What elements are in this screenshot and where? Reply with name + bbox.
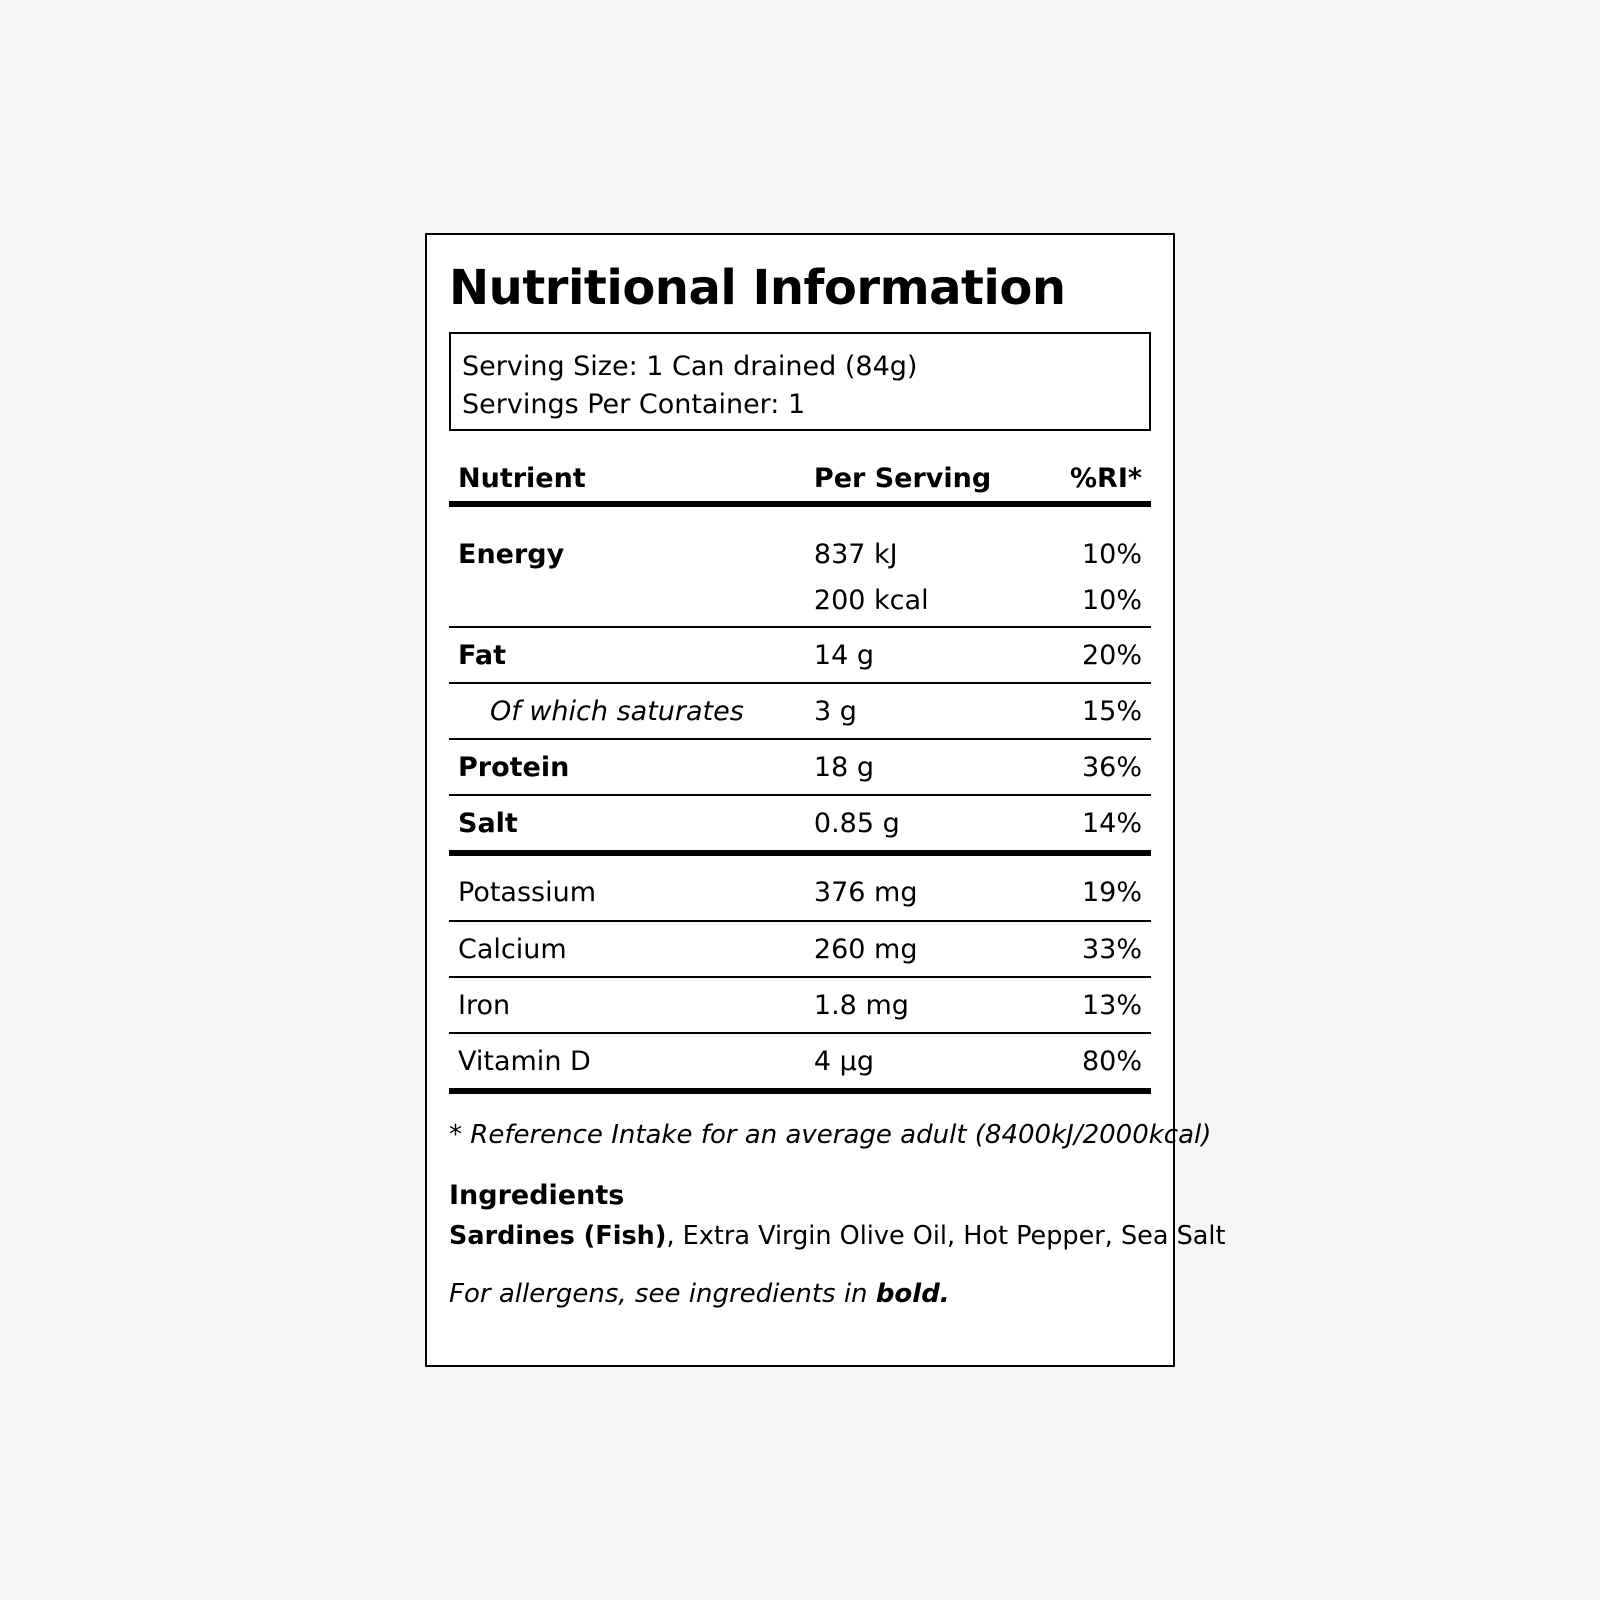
nutrient-ri: 19% [1082,876,1143,908]
table-header [449,455,1151,501]
nutrient-name: Potassium [458,876,597,908]
nutrient-value: 4 µg [813,1045,874,1077]
nutrient-name: Vitamin D [458,1045,591,1077]
table-row [449,507,1151,582]
nutrient-name: Of which saturates [490,695,744,727]
nutrient-value: 3 g [814,695,857,727]
nutrient-value: 837 kJ [813,539,898,570]
nutrient-ri: 14% [1082,807,1143,839]
header-per-serving: Per Serving [813,462,992,494]
nutrition-table [449,455,1151,1094]
table-row [449,582,1151,626]
table-bottom-divider [449,1088,1151,1094]
nutrient-value: 200 kcal [813,584,929,616]
nutrient-ri: 10% [1082,584,1143,616]
nutrient-ri: 13% [1082,989,1143,1021]
nutrient-name: Iron [458,989,511,1021]
nutrient-ri: 80% [1082,1045,1143,1077]
ri-footnote: * Reference Intake for an average adult (8400kJ/2000kcal) [449,1120,1212,1150]
nutrient-value: 14 g [813,639,874,671]
nutrient-name: Calcium [458,933,567,965]
nutrient-value: 0.85 g [813,807,900,839]
table-row [449,922,1151,976]
table-row [449,684,1151,738]
serving-size: Serving Size: 1 Can drained (84g) [462,351,918,382]
other-ingredients: , Extra Virgin Olive Oil, Hot Pepper, Sea Salt [666,1221,1226,1251]
nutrient-name: Energy [458,539,565,570]
table-row [449,856,1151,920]
nutrient-name: Fat [458,639,506,671]
table-row [449,978,1151,1032]
header-nutrient: Nutrient [458,462,586,494]
servings-per-container: Servings Per Container: 1 [462,389,806,420]
allergen-ingredient: Sardines (Fish) [449,1221,667,1251]
nutrient-value: 260 mg [813,933,918,965]
header-ri: %RI* [1070,462,1143,494]
nutrient-ri: 33% [1082,933,1143,965]
nutrient-ri: 36% [1082,751,1143,783]
serving-info-box [449,332,1151,431]
nutrient-name: Salt [458,807,518,839]
table-row [449,628,1151,682]
allergen-note-emphasis: bold. [875,1279,950,1309]
nutrient-ri: 10% [1082,539,1143,570]
ingredients-title: Ingredients [449,1180,625,1211]
table-row [449,796,1151,850]
allergen-note-text: For allergens, see ingredients in [449,1279,876,1309]
nutrient-ri: 20% [1082,639,1143,671]
nutrient-value: 1.8 mg [813,989,909,1021]
nutrition-label [425,233,1226,1367]
nutrient-value: 376 mg [813,876,918,908]
nutrient-value: 18 g [813,751,874,783]
nutrient-name: Protein [458,751,570,783]
label-title: Nutritional Information [449,260,1066,316]
table-row [449,740,1151,794]
ingredients-list [449,1221,1226,1251]
table-row [449,1034,1151,1088]
allergen-note [449,1279,1151,1309]
nutrient-ri: 15% [1081,695,1142,727]
